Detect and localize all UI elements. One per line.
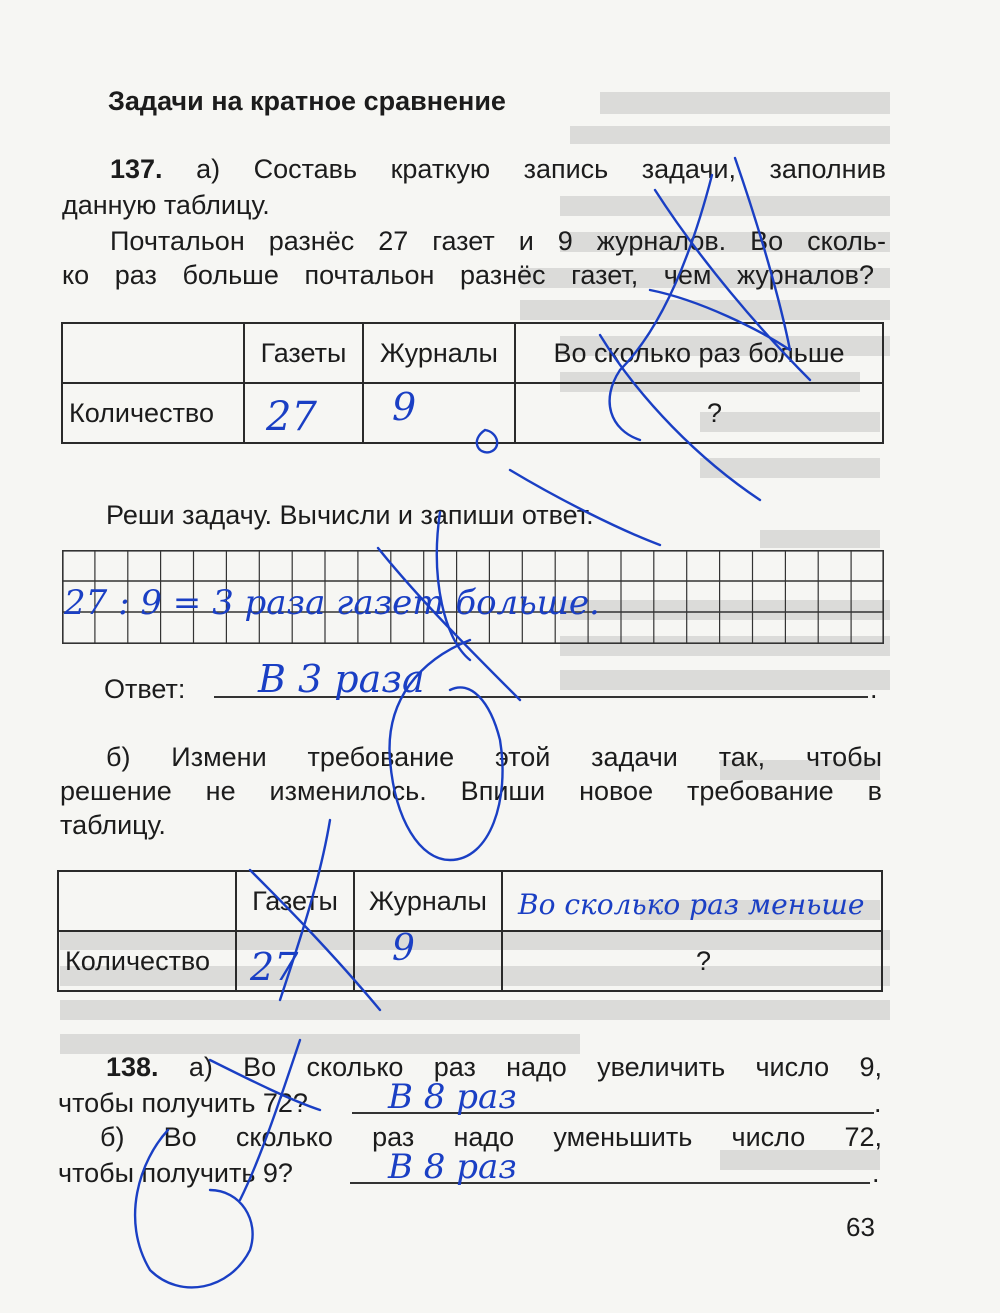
hw-table2-gazety: 27 (250, 945, 299, 989)
table2-row-label: Количество (58, 931, 236, 991)
answer138a-period: . (874, 1088, 882, 1118)
page-number: 63 (846, 1212, 875, 1242)
table1-header-gazety: Газеты (244, 323, 363, 383)
table1-row-label: Количество (62, 383, 244, 443)
table1-cell-zhurnaly[interactable] (363, 383, 515, 443)
table1-cell-gazety[interactable] (244, 383, 363, 443)
solve-prompt: Реши задачу. Вычисли и запиши ответ. (106, 500, 594, 530)
table1-header-row (62, 323, 883, 383)
table1 (61, 322, 884, 444)
table1-header-zhurnaly: Журналы (363, 323, 515, 383)
table2-header-requirement-cell[interactable] (502, 871, 882, 931)
hw-table1-zhurnaly: 9 (392, 385, 417, 429)
table2-cell-gazety[interactable] (236, 931, 354, 991)
hw-table2-requirement: Во сколько раз меньше (518, 888, 865, 921)
task138-b-line2: чтобы получить 9? (58, 1158, 293, 1188)
table2-header-zhurnaly: Журналы (354, 871, 502, 931)
task137-b-line1: б) Измени требование этой задачи так, чтобы (106, 742, 882, 772)
solution-grid[interactable] (62, 550, 884, 644)
hw-answer137: В 3 раза (258, 657, 425, 701)
answer138b-period: . (872, 1158, 880, 1188)
table2-data-row (58, 931, 882, 991)
table2 (57, 870, 883, 992)
answer138a-line[interactable] (352, 1112, 874, 1114)
task137-b-line2: решение не изменилось. Впиши новое требование в (60, 776, 882, 806)
table1-header-comparison: Во сколько раз больше (515, 323, 883, 383)
task138-number: 138. (106, 1052, 159, 1082)
table1-cell-question[interactable]: ? (515, 383, 883, 443)
task137-problem-line2: ко раз больше почтальон разнёс газет, чем журналов? (62, 260, 874, 290)
hw-table2-zhurnaly: 9 (392, 928, 415, 969)
table2-cell-zhurnaly[interactable] (354, 931, 502, 991)
task138-a-line2: чтобы получить 72? (58, 1088, 308, 1118)
answer-label: Ответ: (104, 674, 186, 704)
task137-number: 137. (110, 154, 163, 184)
section-title: Задачи на кратное сравнение (108, 86, 506, 116)
hw-solution: 27 : 9 = 3 раза газет больше. (64, 583, 600, 623)
table1-empty-cell (62, 323, 244, 383)
answer-line[interactable] (214, 696, 868, 698)
task138-b-line1: б) Во сколько раз надо уменьшить число 72, (100, 1122, 882, 1152)
task138-a-line1 (106, 1050, 882, 1084)
answer138b-line[interactable] (350, 1182, 870, 1184)
task137-a-line1 (110, 152, 886, 186)
task137-a-line2: данную таблицу. (62, 190, 270, 220)
task137-b-line3: таблицу. (60, 810, 166, 840)
task138-a-text: а) Во сколько раз надо увеличить число 9, (188, 1052, 882, 1082)
hw-table1-gazety: 27 (266, 394, 317, 440)
task137-a-text: а) Составь краткую запись задачи, заполнив (196, 154, 886, 184)
table2-cell-question[interactable]: ? (502, 931, 882, 991)
hw-answer138a: В 8 раз (388, 1077, 517, 1117)
hw-answer138b: В 8 раз (388, 1147, 517, 1187)
answer-period: . (870, 674, 878, 704)
table2-header-row (58, 871, 882, 931)
table2-header-gazety: Газеты (236, 871, 354, 931)
task137-problem-line1: Почтальон разнёс 27 газет и 9 журналов. Во сколь- (110, 226, 886, 256)
table1-data-row (62, 383, 883, 443)
table2-empty-cell (58, 871, 236, 931)
